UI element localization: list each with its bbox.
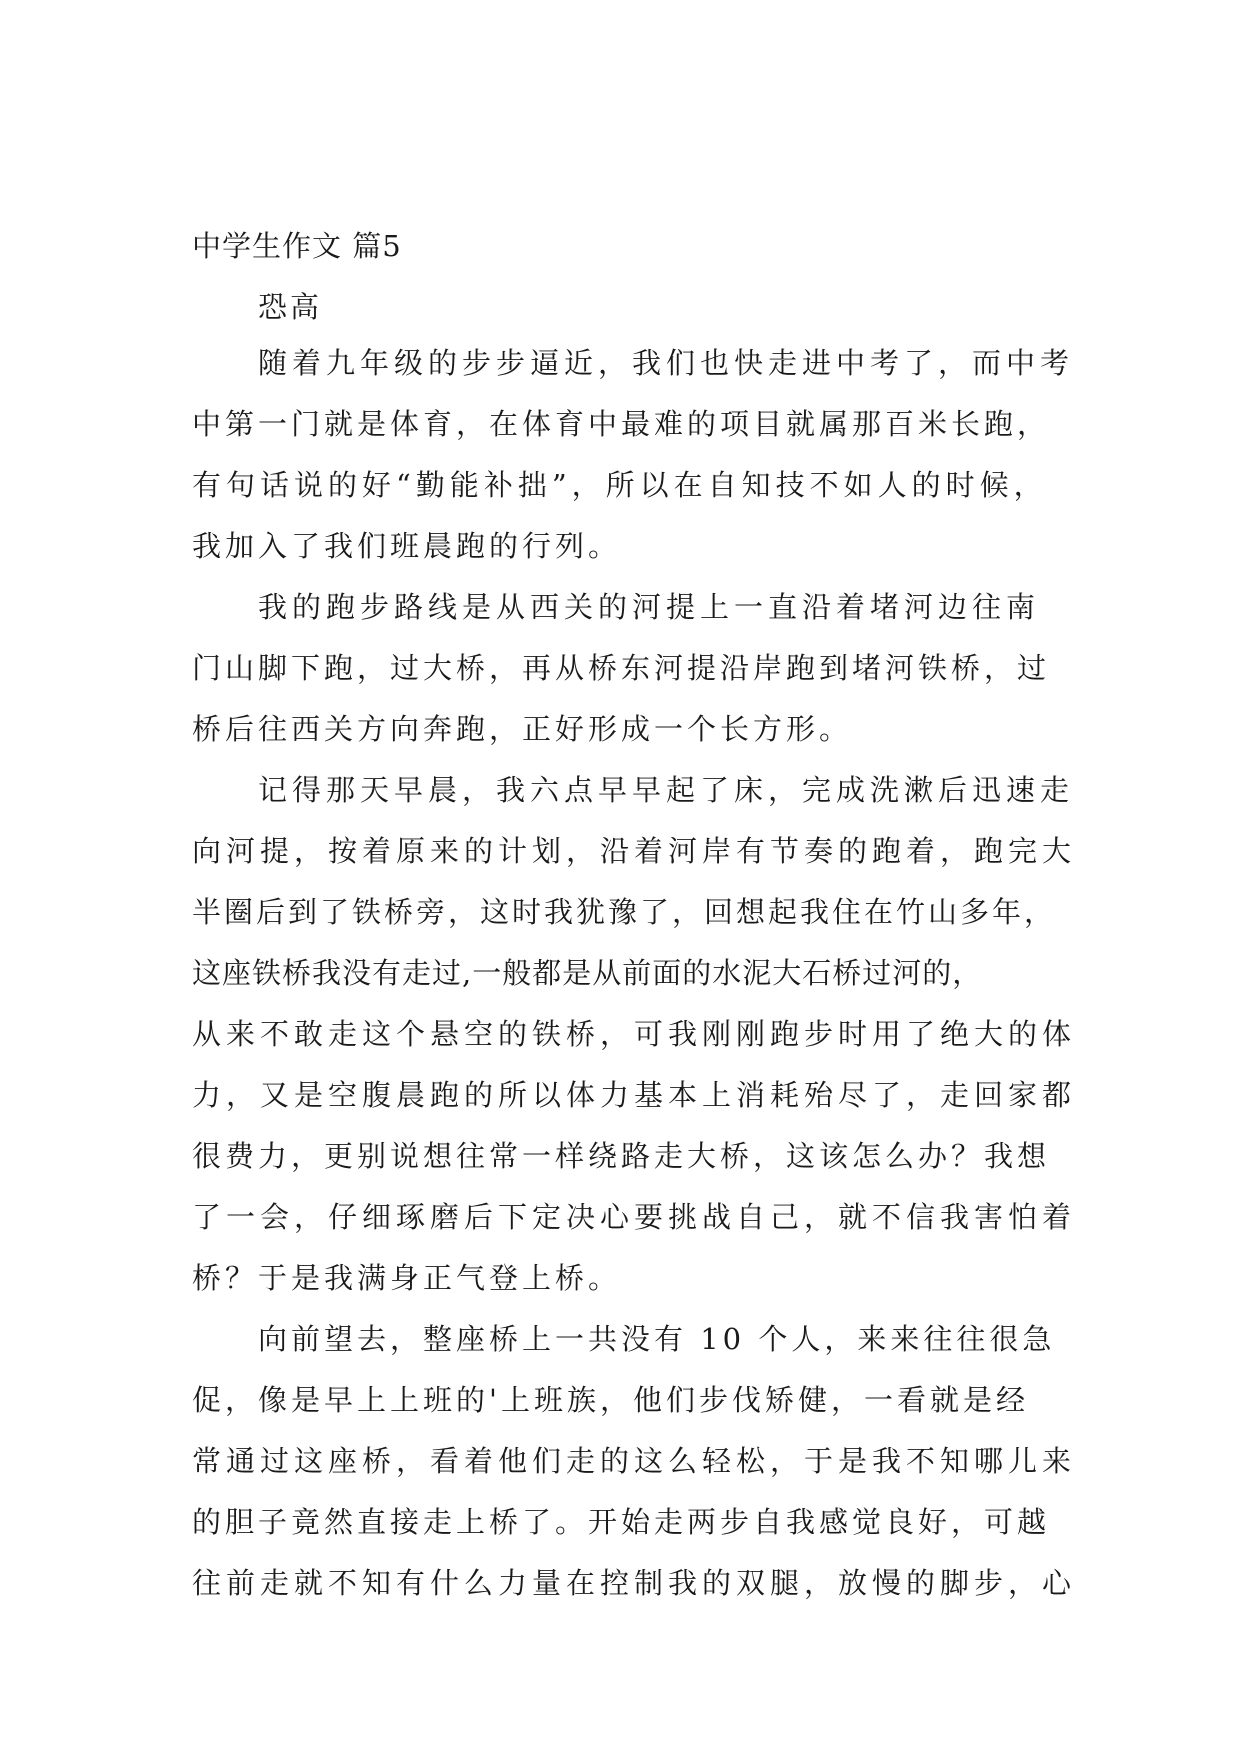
paragraph-3-line-3: 半圈后到了铁桥旁，这时我犹豫了，回想起我住在竹山多年， [192, 895, 1057, 929]
paragraph-4-line-4: 的胆子竟然直接走上桥了。开始走两步自我感觉良好，可越 [192, 1505, 1051, 1539]
paragraph-4-line-2: 促，像是早上上班的'上班族，他们步伐矫健，一看就是经 [192, 1383, 1029, 1417]
paragraph-2-line-3: 桥后往西关方向奔跑，正好形成一个长方形。 [192, 712, 853, 746]
paragraph-1-line-4: 我加入了我们班晨跑的行列。 [192, 529, 622, 563]
paragraph-1-line-3: 有句话说的好“勤能补拙”，所以在自知技不如人的时候， [192, 468, 1048, 502]
paragraph-1-line-1: 随着九年级的步步逼近，我们也快走进中考了，而中考 [258, 346, 1075, 380]
paragraph-3-line-1: 记得那天早晨，我六点早早起了床，完成洗漱后迅速走 [258, 773, 1075, 807]
paragraph-4-line-1: 向前望去，整座桥上一共没有 10 个人，来来往往很急 [258, 1322, 1056, 1356]
paragraph-2-line-1: 我的跑步路线是从西关的河提上一直沿着堵河边往南 [258, 590, 1041, 624]
paragraph-3-line-4: 这座铁桥我没有走过,一般都是从前面的水泥大石桥过河的， [192, 956, 983, 990]
paragraph-3-line-7: 很费力，更别说想往常一样绕路走大桥，这该怎么办？我想 [192, 1139, 1051, 1173]
paragraph-2-line-2: 门山脚下跑，过大桥，再从桥东河提沿岸跑到堵河铁桥，过 [192, 651, 1051, 685]
paragraph-3-line-2: 向河提，按着原来的计划，沿着河岸有节奏的跑着，跑完大 [192, 834, 1077, 868]
document-heading: 中学生作文 篇5 [192, 229, 402, 263]
paragraph-3-line-8: 了一会，仔细琢磨后下定决心要挑战自己，就不信我害怕着 [192, 1200, 1077, 1234]
paragraph-1-line-2: 中第一门就是体育，在体育中最难的项目就属那百米长跑， [192, 407, 1051, 441]
paragraph-3-line-9: 桥？于是我满身正气登上桥。 [192, 1261, 622, 1295]
paragraph-3-line-6: 力，又是空腹晨跑的所以体力基本上消耗殆尽了，走回家都 [192, 1078, 1077, 1112]
paragraph-3-line-5: 从来不敢走这个悬空的铁桥，可我刚刚跑步时用了绝大的体 [192, 1017, 1077, 1051]
paragraph-4-line-3: 常通过这座桥，看着他们走的这么轻松，于是我不知哪儿来 [192, 1444, 1077, 1478]
essay-title: 恐高 [258, 290, 323, 324]
paragraph-4-line-5: 往前走就不知有什么力量在控制我的双腿，放慢的脚步，心 [192, 1566, 1077, 1600]
